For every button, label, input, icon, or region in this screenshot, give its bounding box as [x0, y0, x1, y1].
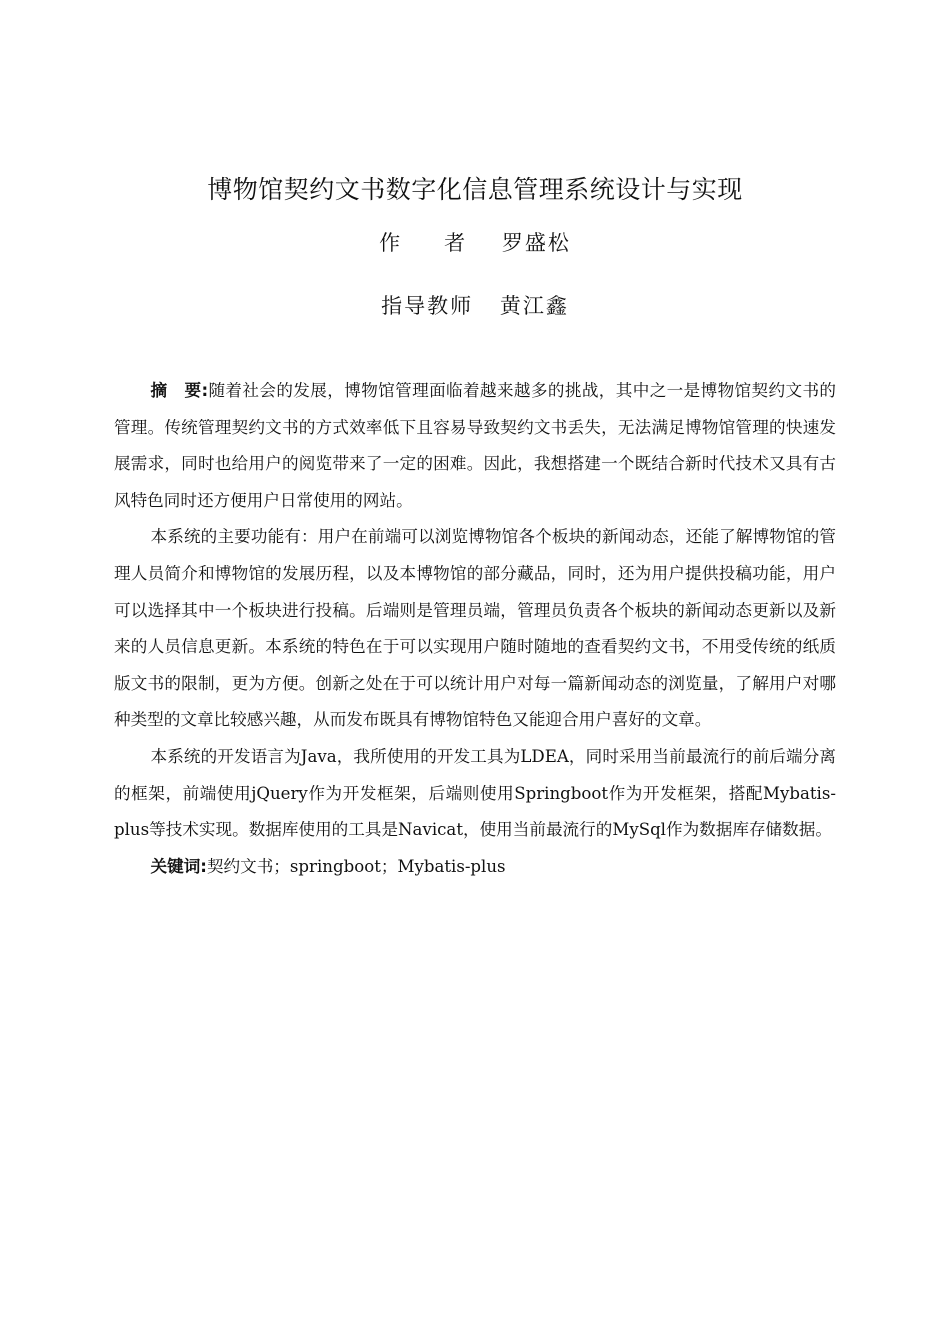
abstract-paragraph-1	[114, 373, 836, 519]
keywords-value: 契约文书；springboot；Mybatis-plus	[206, 856, 506, 876]
advisor-label: 指导教师	[381, 294, 474, 318]
abstract-text-1: 随着社会的发展，博物馆管理面临着越来越多的挑战，其中之一是博物馆契约文书的管理。传统管理契约文书的方式效率低下且容易导致契约文书丢失，无法满足博物馆管理的快速发展需求，同时也给用户的阅览带来了一定的困难。因此，我想搭建一个既结合新时代技术又具有古风特色同时还方便用户日常使用的网站。	[114, 381, 837, 510]
author-line	[0, 227, 950, 257]
paper-title: 博物馆契约文书数字化信息管理系统设计与实现	[207, 175, 743, 204]
abstract-colon: :	[201, 381, 209, 400]
abstract-label: 摘 要	[150, 381, 202, 400]
keywords-label: 关键词	[150, 856, 201, 876]
author-name: 罗盛松	[501, 231, 571, 255]
advisor-name: 黄江鑫	[499, 294, 569, 318]
advisor-line	[0, 290, 950, 320]
author-label: 作者	[379, 231, 510, 255]
abstract-paragraph-2: 本系统的主要功能有：用户在前端可以浏览博物馆各个板块的新闻动态，还能了解博物馆的管理人员简介和博物馆的发展历程，以及本博物馆的部分藏品，同时，还为用户提供投稿功能，用户可以选择其中一个板块进行投稿。后端则是管理员端，管理员负责各个板块的新闻动态更新以及新来的人员信息更新。本系统的特色在于可以实现用户随时随地的查看契约文书，不用受传统的纸质版文书的限制，更为方便。创新之处在于可以统计用户对每一篇新闻动态的浏览量，了解用户对哪种类型的文章比较感兴趣，从而发布既具有博物馆特色又能迎合用户喜好的文章。	[114, 527, 836, 730]
keywords-colon: :	[200, 856, 207, 876]
keywords-line	[114, 849, 836, 886]
abstract-section	[114, 373, 836, 885]
abstract-paragraph-3: 本系统的开发语言为Java，我所使用的开发工具为LDEA，同时采用当前最流行的前后端分离的框架，前端使用jQuery作为开发框架，后端则使用Springboot作为开发框架，搭配Mybatis-plus等技术实现。数据库使用的工具是Navicat，使用当前最流行的MySql作为数据库存储数据。	[114, 746, 836, 840]
